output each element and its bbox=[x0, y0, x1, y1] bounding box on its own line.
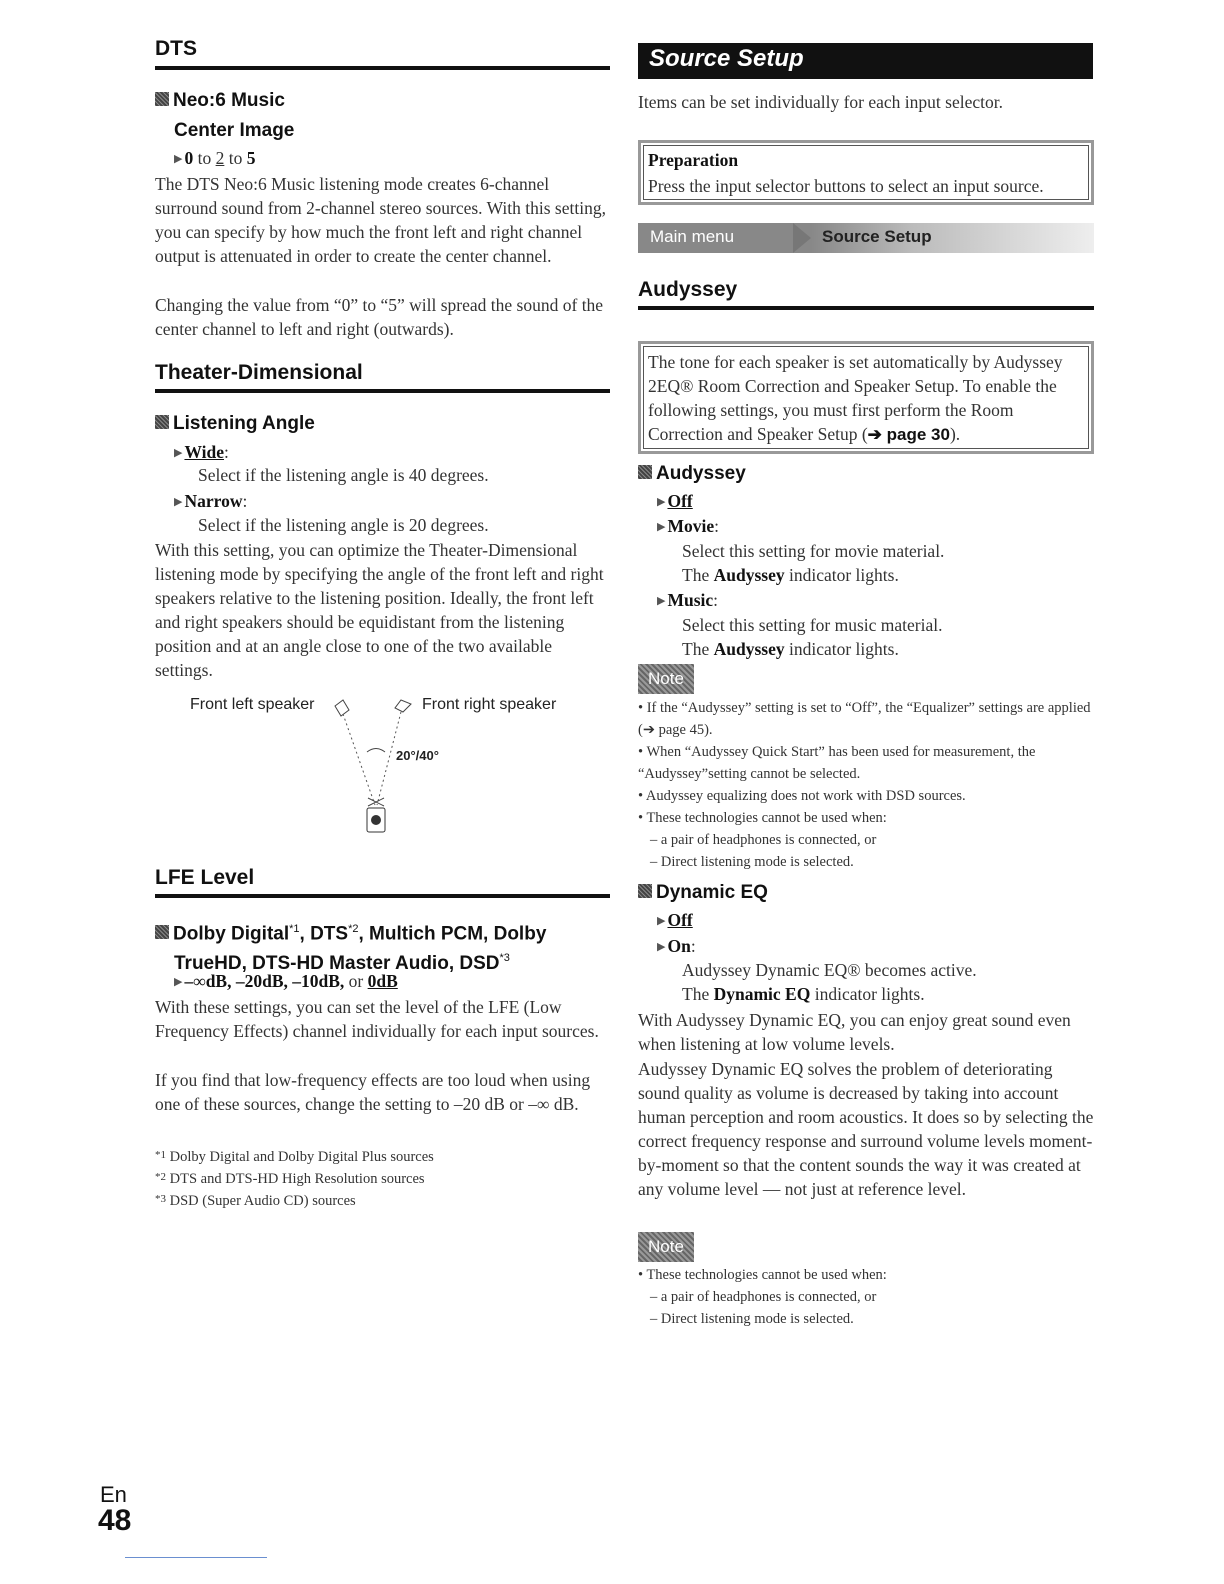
audyssey-subheading: Audyssey bbox=[638, 463, 746, 485]
arrow-right-icon: ▶ bbox=[657, 941, 666, 953]
audyssey-info-box bbox=[638, 341, 1094, 454]
breadcrumb-arrow-icon bbox=[793, 223, 811, 253]
left-speaker-icon bbox=[335, 700, 349, 716]
center-image-label: Center Image bbox=[174, 120, 295, 141]
arrow-right-icon: ▶ bbox=[657, 595, 666, 607]
note-item: • If the “Audyssey” setting is set to “Off”, the “Equalizer” settings are applied (➔ page 45). bbox=[638, 697, 1094, 741]
front-right-speaker-label: Front right speaker bbox=[422, 696, 557, 713]
dynamic-eq-on-desc1: Audyssey Dynamic EQ® becomes active. bbox=[682, 960, 977, 980]
center-image-range: ▶ 0 to 2 to 5 bbox=[174, 148, 256, 168]
option-narrow: ▶ Narrow: bbox=[174, 491, 248, 511]
lfe-subheading: Dolby Digital$^{*1}$, DTS$^{*2}$, Multich PCM, Dolby TrueHD, DTS-HD Master Audio, DSD$^{*3}$ bbox=[155, 917, 546, 976]
dts-rule bbox=[155, 66, 610, 70]
source-setup-banner bbox=[638, 43, 1093, 79]
breadcrumb-source-setup: Source Setup bbox=[822, 227, 932, 246]
audyssey-music: ▶ Music: bbox=[657, 590, 719, 610]
note-item: • These technologies cannot be used when: bbox=[638, 1264, 1094, 1286]
audyssey-heading: Audyssey bbox=[638, 278, 738, 301]
page-number: 48 bbox=[98, 1504, 132, 1537]
audyssey-music-desc2: The Audyssey indicator lights. bbox=[682, 639, 899, 659]
option-wide: ▶ Wide: bbox=[174, 442, 229, 462]
option-narrow-desc: Select if the listening angle is 20 degrees. bbox=[198, 515, 489, 535]
option-wide-desc: Select if the listening angle is 40 degrees. bbox=[198, 465, 489, 485]
intro-text: Items can be set individually for each input selector. bbox=[638, 92, 1003, 112]
note-list-1 bbox=[638, 697, 1094, 873]
note-subitem: – a pair of headphones is connected, or bbox=[638, 1286, 1094, 1308]
arrow-right-icon: ▶ bbox=[174, 496, 183, 508]
note-item: • These technologies cannot be used when: bbox=[638, 807, 1094, 829]
note-badge-2: Note bbox=[638, 1232, 694, 1262]
square-bullet-icon bbox=[155, 92, 169, 106]
banner-title: Source Setup bbox=[649, 45, 804, 72]
audyssey-movie-desc2: The Audyssey indicator lights. bbox=[682, 565, 899, 585]
front-left-speaker-label: Front left speaker bbox=[190, 696, 315, 713]
audyssey-off: ▶ Off bbox=[657, 491, 693, 511]
lfe-paragraph-2: If you find that low-frequency effects are too loud when using one of these sources, change the setting to –20 dB or –∞ dB. bbox=[155, 1070, 591, 1114]
lfe-options: ▶ –∞dB, –20dB, –10dB, or 0dB bbox=[174, 971, 398, 991]
breadcrumb-main-menu: Main menu bbox=[650, 227, 735, 246]
dts-paragraph-1: The DTS Neo:6 Music listening mode creates 6-channel surround sound from 2-channel stereo sources. With this setting, you can specify by how much the front left and right channel output is attenuated in order to create the center channel. bbox=[155, 174, 606, 266]
square-bullet-icon bbox=[638, 884, 652, 898]
arrow-right-icon: ▶ bbox=[174, 976, 183, 988]
note-subitem: – a pair of headphones is connected, or bbox=[638, 829, 1094, 851]
arrow-right-icon: ▶ bbox=[657, 915, 666, 927]
footnote-1: $^{*1}$ Dolby Digital and Dolby Digital Plus sources bbox=[155, 1149, 434, 1165]
neo6-subheading: Neo:6 Music bbox=[155, 90, 285, 112]
arrow-right-icon: ▶ bbox=[174, 447, 183, 459]
square-bullet-icon bbox=[155, 925, 169, 939]
breadcrumb bbox=[638, 223, 1094, 253]
dts-heading: DTS bbox=[155, 37, 197, 60]
note-subitem: – Direct listening mode is selected. bbox=[638, 1308, 1094, 1330]
lfe-paragraph-1: With these settings, you can set the level of the LFE (Low Frequency Effects) channel individually for each input sources. bbox=[155, 997, 599, 1041]
footnote-3: $^{*3}$ DSD (Super Audio CD) sources bbox=[155, 1193, 356, 1209]
arrow-right-icon: ▶ bbox=[174, 153, 183, 165]
arrow-right-icon: ▶ bbox=[657, 496, 666, 508]
listening-angle-subheading: Listening Angle bbox=[155, 413, 315, 435]
dynamic-eq-paragraph-1: With Audyssey Dynamic EQ, you can enjoy great sound even when listening at low volume levels. bbox=[638, 1010, 1071, 1054]
note-item: • Audyssey equalizing does not work with DSD sources. bbox=[638, 785, 1094, 807]
preparation-title: Preparation bbox=[648, 150, 739, 170]
square-bullet-icon bbox=[155, 415, 169, 429]
audyssey-info-text: The tone for each speaker is set automatically by Audyssey 2EQ® Room Correction and Speaker Setup. To enable the following settings, you must first perform the Room Correction and Speaker Setup (➔ page 30). bbox=[648, 352, 1063, 444]
dynamic-eq-on: ▶ On: bbox=[657, 936, 696, 956]
audyssey-rule bbox=[638, 306, 1094, 310]
dynamic-eq-on-desc2: The Dynamic EQ indicator lights. bbox=[682, 984, 925, 1004]
arrow-right-icon: ▶ bbox=[657, 521, 666, 533]
footnote-2: $^{*2}$ DTS and DTS-HD High Resolution sources bbox=[155, 1171, 425, 1187]
preparation-box bbox=[638, 140, 1094, 205]
footer-rule bbox=[125, 1557, 267, 1558]
speaker-diagram bbox=[185, 690, 585, 840]
theater-heading: Theater-Dimensional bbox=[155, 361, 363, 384]
angle-label: 20°/40° bbox=[396, 748, 439, 763]
note-list-2 bbox=[638, 1264, 1094, 1330]
note-subitem: – Direct listening mode is selected. bbox=[638, 851, 1094, 873]
dynamic-eq-off: ▶ Off bbox=[657, 910, 693, 930]
listener-icon bbox=[367, 798, 385, 832]
dynamic-eq-paragraph-2: Audyssey Dynamic EQ solves the problem of deteriorating sound quality as volume is decreased by taking into account human perception and room acoustics. It does so by selecting the correct frequency response and surround volume levels moment-by-moment so that the content sounds the way it was created at any volume level — not just at reference level. bbox=[638, 1059, 1094, 1199]
audyssey-music-desc1: Select this setting for music material. bbox=[682, 615, 943, 635]
preparation-text: Press the input selector buttons to select an input source. bbox=[648, 176, 1044, 196]
lfe-rule bbox=[155, 894, 610, 898]
note-item: • When “Audyssey Quick Start” has been used for measurement, the “Audyssey”setting cannot be selected. bbox=[638, 741, 1094, 785]
note-badge-1: Note bbox=[638, 664, 694, 694]
dynamic-eq-subheading: Dynamic EQ bbox=[638, 882, 768, 904]
language-label: En bbox=[100, 1482, 127, 1507]
lfe-heading: LFE Level bbox=[155, 866, 255, 889]
theater-paragraph: With this setting, you can optimize the Theater-Dimensional listening mode by specifying the angle of the front left and right speakers relative to the listening position. Ideally, the front left and right speakers should be equidistant from the listening position and at an angle close to one of the two available settings. bbox=[155, 540, 604, 680]
square-bullet-icon bbox=[638, 465, 652, 479]
audyssey-movie: ▶ Movie: bbox=[657, 516, 719, 536]
theater-rule bbox=[155, 389, 610, 393]
right-speaker-icon bbox=[395, 700, 411, 712]
audyssey-movie-desc1: Select this setting for movie material. bbox=[682, 541, 945, 561]
dts-paragraph-2: Changing the value from “0” to “5” will spread the sound of the center channel to left and right (outwards). bbox=[155, 295, 604, 339]
speaker-layout-graphic bbox=[185, 690, 585, 840]
